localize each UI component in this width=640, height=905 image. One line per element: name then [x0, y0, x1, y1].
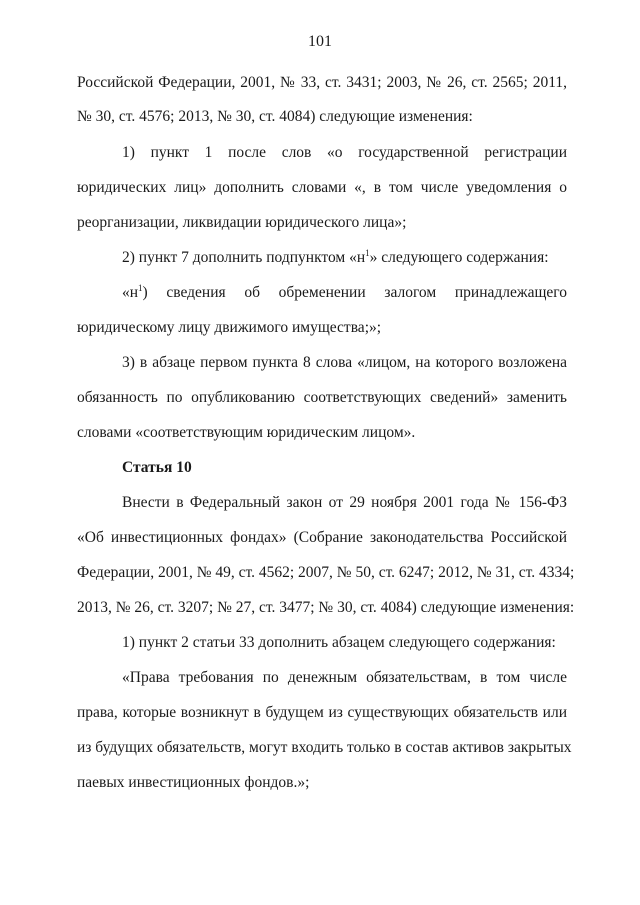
- text-segment: ) сведения об обременении залогом принадлежащего: [142, 284, 567, 301]
- text-line: Федерации, 2001, № 49, ст. 4562; 2007, № 50, ст. 6247; 2012, № 31, ст. 4334;: [77, 564, 575, 581]
- superscript: 1: [365, 247, 370, 258]
- text-line: 1) пункт 1 после слов «о государственной регистрации: [122, 144, 567, 161]
- text-line: 2013, № 26, ст. 3207; № 27, ст. 3477; № 30, ст. 4084) следующие изменения:: [77, 599, 575, 616]
- text-line: 1) пункт 2 статьи 33 дополнить абзацем следующего содержания:: [122, 634, 556, 651]
- text-segment: 2) пункт 7 дополнить подпунктом «н: [122, 249, 366, 266]
- text-segment: » следующего содержания:: [369, 249, 549, 266]
- text-line: обязанность по опубликованию соответствующих сведений» заменить: [77, 389, 567, 406]
- text-line: реорганизации, ликвидации юридического лица»;: [77, 214, 407, 231]
- text-line: 3) в абзаце первом пункта 8 слова «лицом, на которого возложена: [122, 354, 567, 371]
- text-line: Внести в Федеральный закон от 29 ноября 2001 года № 156-ФЗ: [122, 494, 567, 511]
- text-line: «Об инвестиционных фондах» (Собрание законодательства Российской: [77, 529, 567, 546]
- text-line: словами «соответствующим юридическим лицом».: [77, 424, 416, 441]
- text-line: юридических лиц» дополнить словами «, в том числе уведомления о: [77, 179, 567, 196]
- text-segment: «н: [122, 284, 139, 301]
- text-line: паевых инвестиционных фондов.»;: [77, 774, 310, 791]
- text-line: юридическому лицу движимого имущества;»;: [77, 319, 382, 336]
- page-number: 101: [308, 33, 332, 50]
- text-line: «Права требования по денежным обязательствам, в том числе: [122, 669, 567, 686]
- text-line: [122, 283, 567, 303]
- text-line: [122, 248, 549, 268]
- text-line: права, которые возникнут в будущем из существующих обязательств или: [77, 704, 567, 721]
- text-line: из будущих обязательств, могут входить только в состав активов закрытых: [77, 739, 572, 756]
- article-heading: Статья 10: [122, 459, 192, 476]
- superscript: 1: [138, 282, 143, 293]
- text-line: № 30, ст. 4576; 2013, № 30, ст. 4084) следующие изменения:: [77, 108, 473, 125]
- text-line: Российской Федерации, 2001, № 33, ст. 3431; 2003, № 26, ст. 2565; 2011,: [77, 74, 567, 91]
